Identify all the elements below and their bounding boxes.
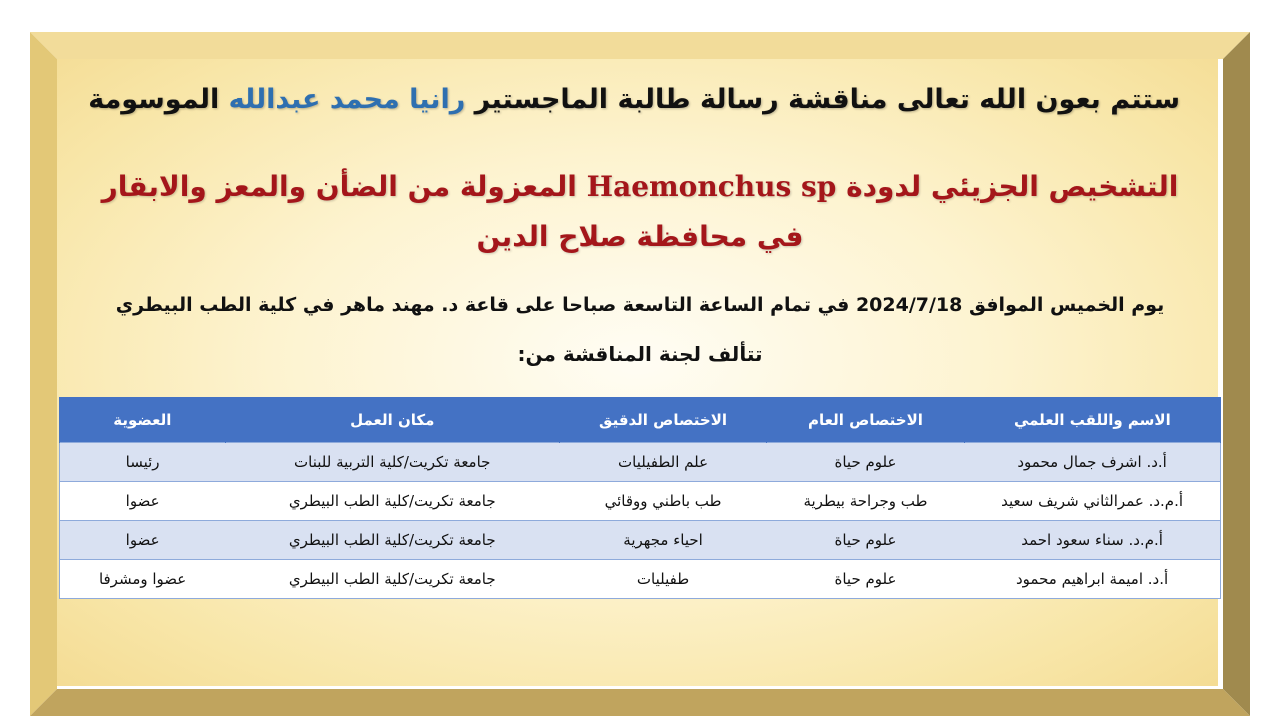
thesis-title-line1: [100, 170, 1180, 203]
cell-specific: طب باطني ووقائي: [559, 482, 766, 521]
table-row: [60, 443, 1221, 482]
header-membership: العضوية: [60, 397, 226, 443]
thesis-title-line2: في محافظة صلاح الدين: [476, 220, 804, 253]
cell-name: أ.م.د. سناء سعود احمد: [964, 521, 1220, 560]
beveled-frame: [30, 32, 1250, 716]
header-general-specialty: الاختصاص العام: [767, 397, 964, 443]
table-row: [60, 482, 1221, 521]
cell-membership: عضوا: [60, 521, 226, 560]
schedule-text: يوم الخميس الموافق 2024/7/18 في تمام الساعة التاسعة صباحا على قاعة د. مهند ماهر في كلية الطب البيطري: [115, 294, 1165, 316]
cell-specific: علم الطفيليات: [559, 443, 766, 482]
cell-name: أ.م.د. عمرالثاني شريف سعيد: [964, 482, 1220, 521]
heading-prefix: ستتم بعون الله تعالى مناقشة رسالة طالبة الماجستير: [474, 84, 1180, 115]
cell-general: طب وجراحة بيطرية: [767, 482, 964, 521]
cell-general: علوم حياة: [767, 521, 964, 560]
header-name: الاسم واللقب العلمي: [964, 397, 1220, 443]
cell-workplace: جامعة تكريت/كلية التربية للبنات: [225, 443, 559, 482]
header-specific-specialty: الاختصاص الدقيق: [559, 397, 766, 443]
table-row: [60, 560, 1221, 599]
thesis-title-latin: Haemonchus sp: [586, 170, 837, 203]
cell-membership: عضوا: [60, 482, 226, 521]
committee-table: [59, 397, 1221, 599]
cell-membership: رئيسا: [60, 443, 226, 482]
cell-workplace: جامعة تكريت/كلية الطب البيطري: [225, 521, 559, 560]
table-row: [60, 521, 1221, 560]
heading-suffix: الموسومة: [88, 84, 220, 115]
cell-name: أ.د. اشرف جمال محمود: [964, 443, 1220, 482]
table-header-row: [60, 397, 1221, 443]
announcement-heading: [88, 84, 1180, 115]
thesis-title-part2: المعزولة من الضأن والمعز والابقار: [101, 170, 577, 203]
cell-workplace: جامعة تكريت/كلية الطب البيطري: [225, 482, 559, 521]
thesis-title-part1: التشخيص الجزيئي لدودة: [846, 170, 1179, 203]
cell-specific: احياء مجهرية: [559, 521, 766, 560]
header-workplace: مكان العمل: [225, 397, 559, 443]
student-name: رانيا محمد عبدالله: [228, 84, 466, 115]
cell-workplace: جامعة تكريت/كلية الطب البيطري: [225, 560, 559, 599]
cell-general: علوم حياة: [767, 560, 964, 599]
cell-membership: عضوا ومشرفا: [60, 560, 226, 599]
cell-general: علوم حياة: [767, 443, 964, 482]
cell-specific: طفيليات: [559, 560, 766, 599]
cell-name: أ.د. اميمة ابراهيم محمود: [964, 560, 1220, 599]
committee-intro: تتألف لجنة المناقشة من:: [517, 342, 763, 366]
